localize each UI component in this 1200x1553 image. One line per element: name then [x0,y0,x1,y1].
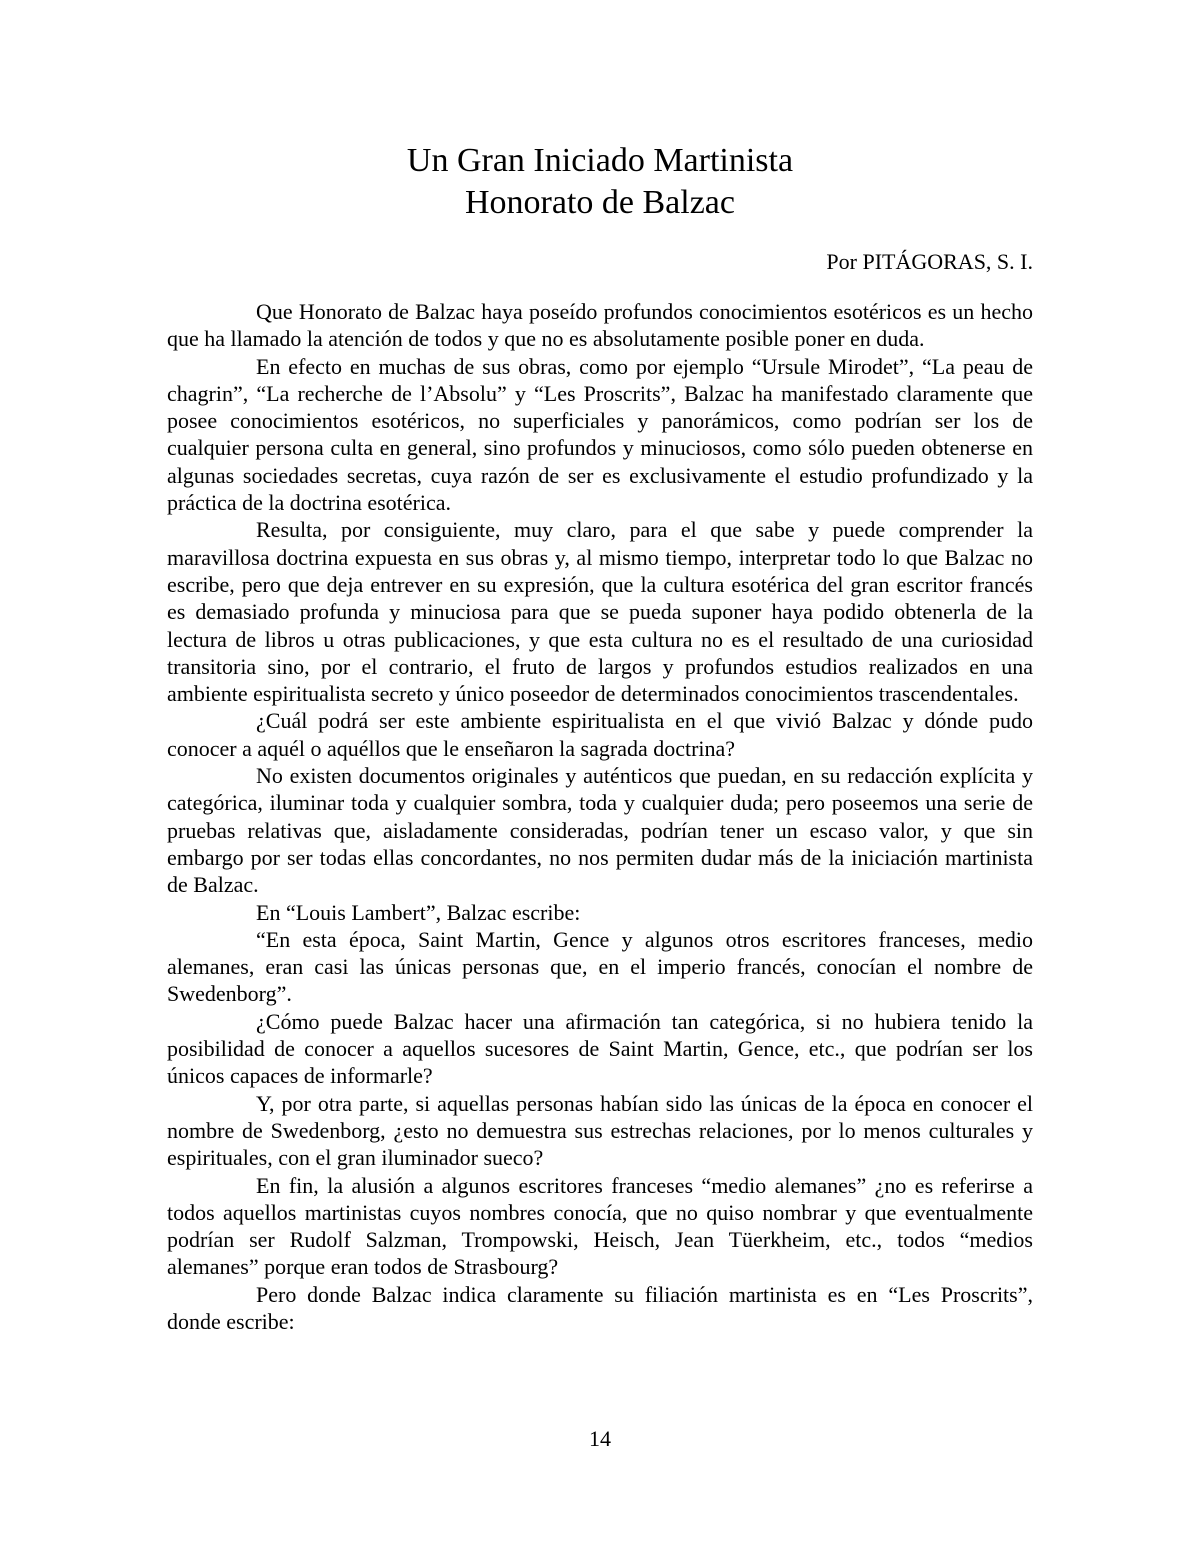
paragraph: Resulta, por consiguiente, muy claro, para el que sabe y puede comprender la maravillosa doctrina expuesta en sus obras y, al mismo tiempo, interpretar todo lo que Balzac no escribe, pero que deja entrever en su expresión, que la cultura esotérica del gran escritor francés es demasiado profunda y minuciosa para que se pueda suponer haya podido obtenerla de la lectura de libros u otras publicaciones, y que esta cultura no es el resultado de una curiosidad transitoria sino, por el contrario, el fruto de largos y profundos estudios realizados en una ambiente espiritualista secreto y único poseedor de determinados conocimientos trascendentales. [167,517,1033,707]
paragraph: Que Honorato de Balzac haya poseído profundos conocimientos esotéricos es un hecho que ha llamado la atención de todos y que no es absolutamente posible poner en duda. [167,299,1033,352]
title-line-2: Honorato de Balzac [465,184,735,221]
author-byline: Por PITÁGORAS, S. I. [826,249,1033,274]
quotation-paragraph: “En esta época, Saint Martin, Gence y algunos otros escritores franceses, medio alemanes, eran casi las únicas personas que, en el imperio francés, conocían el nombre de Swedenborg”. [167,926,1033,1007]
paragraph: En “Louis Lambert”, Balzac escribe: [256,899,581,925]
article-title [0,140,1200,224]
article-body [167,298,1033,1335]
paragraph: ¿Cuál podrá ser este ambiente espiritualista en el que vivió Balzac y dónde pudo conocer a aquél o aquéllos que le enseñaron la sagrada doctrina? [167,708,1033,761]
page-number: 14 [589,1426,611,1451]
paragraph: Pero donde Balzac indica claramente su filiación martinista es en “Les Proscrits”, donde escribe: [167,1281,1033,1334]
title-line-1: Un Gran Iniciado Martinista [406,142,794,179]
paragraph: En efecto en muchas de sus obras, como por ejemplo “Ursule Mirodet”, “La peau de chagrin”, “La recherche de l’Absolu” y “Les Proscrits”, Balzac ha manifestado claramente que posee conocimientos esotéricos, no superficiales y panorámicos, como podrían ser los de cualquier persona culta en general, sino profundos y minuciosos, como sólo pueden obtenerse en algunas sociedades secretas, cuya razón de ser es exclusivamente el estudio profundizado y la práctica de la doctrina esotérica. [167,353,1033,516]
paragraph: Y, por otra parte, si aquellas personas habían sido las únicas de la época en conocer el nombre de Swedenborg, ¿esto no demuestra sus estrechas relaciones, por lo menos culturales y espirituales, con el gran iluminador sueco? [167,1090,1033,1171]
paragraph: No existen documentos originales y auténticos que puedan, en su redacción explícita y categórica, iluminar toda y cualquier sombra, toda y cualquier duda; pero poseemos una serie de pruebas relativas que, aisladamente consideradas, podrían tener un escaso valor, y que sin embargo por ser todas ellas concordantes, no nos permiten dudar más de la iniciación martinista de Balzac. [167,763,1033,898]
paragraph: ¿Cómo puede Balzac hacer una afirmación tan categórica, si no hubiera tenido la posibilidad de conocer a aquellos sucesores de Saint Martin, Gence, etc., que podrían ser los únicos capaces de informarle? [167,1008,1033,1089]
paragraph: En fin, la alusión a algunos escritores franceses “medio alemanes” ¿no es referirse a todos aquellos martinistas cuyos nombres conocía, que no quiso nombrar y que eventualmente podrían ser Rudolf Salzman, Trompowski, Heisch, Jean Tüerkheim, etc., todos “medios alemanes” porque eran todos de Strasbourg? [167,1172,1033,1280]
